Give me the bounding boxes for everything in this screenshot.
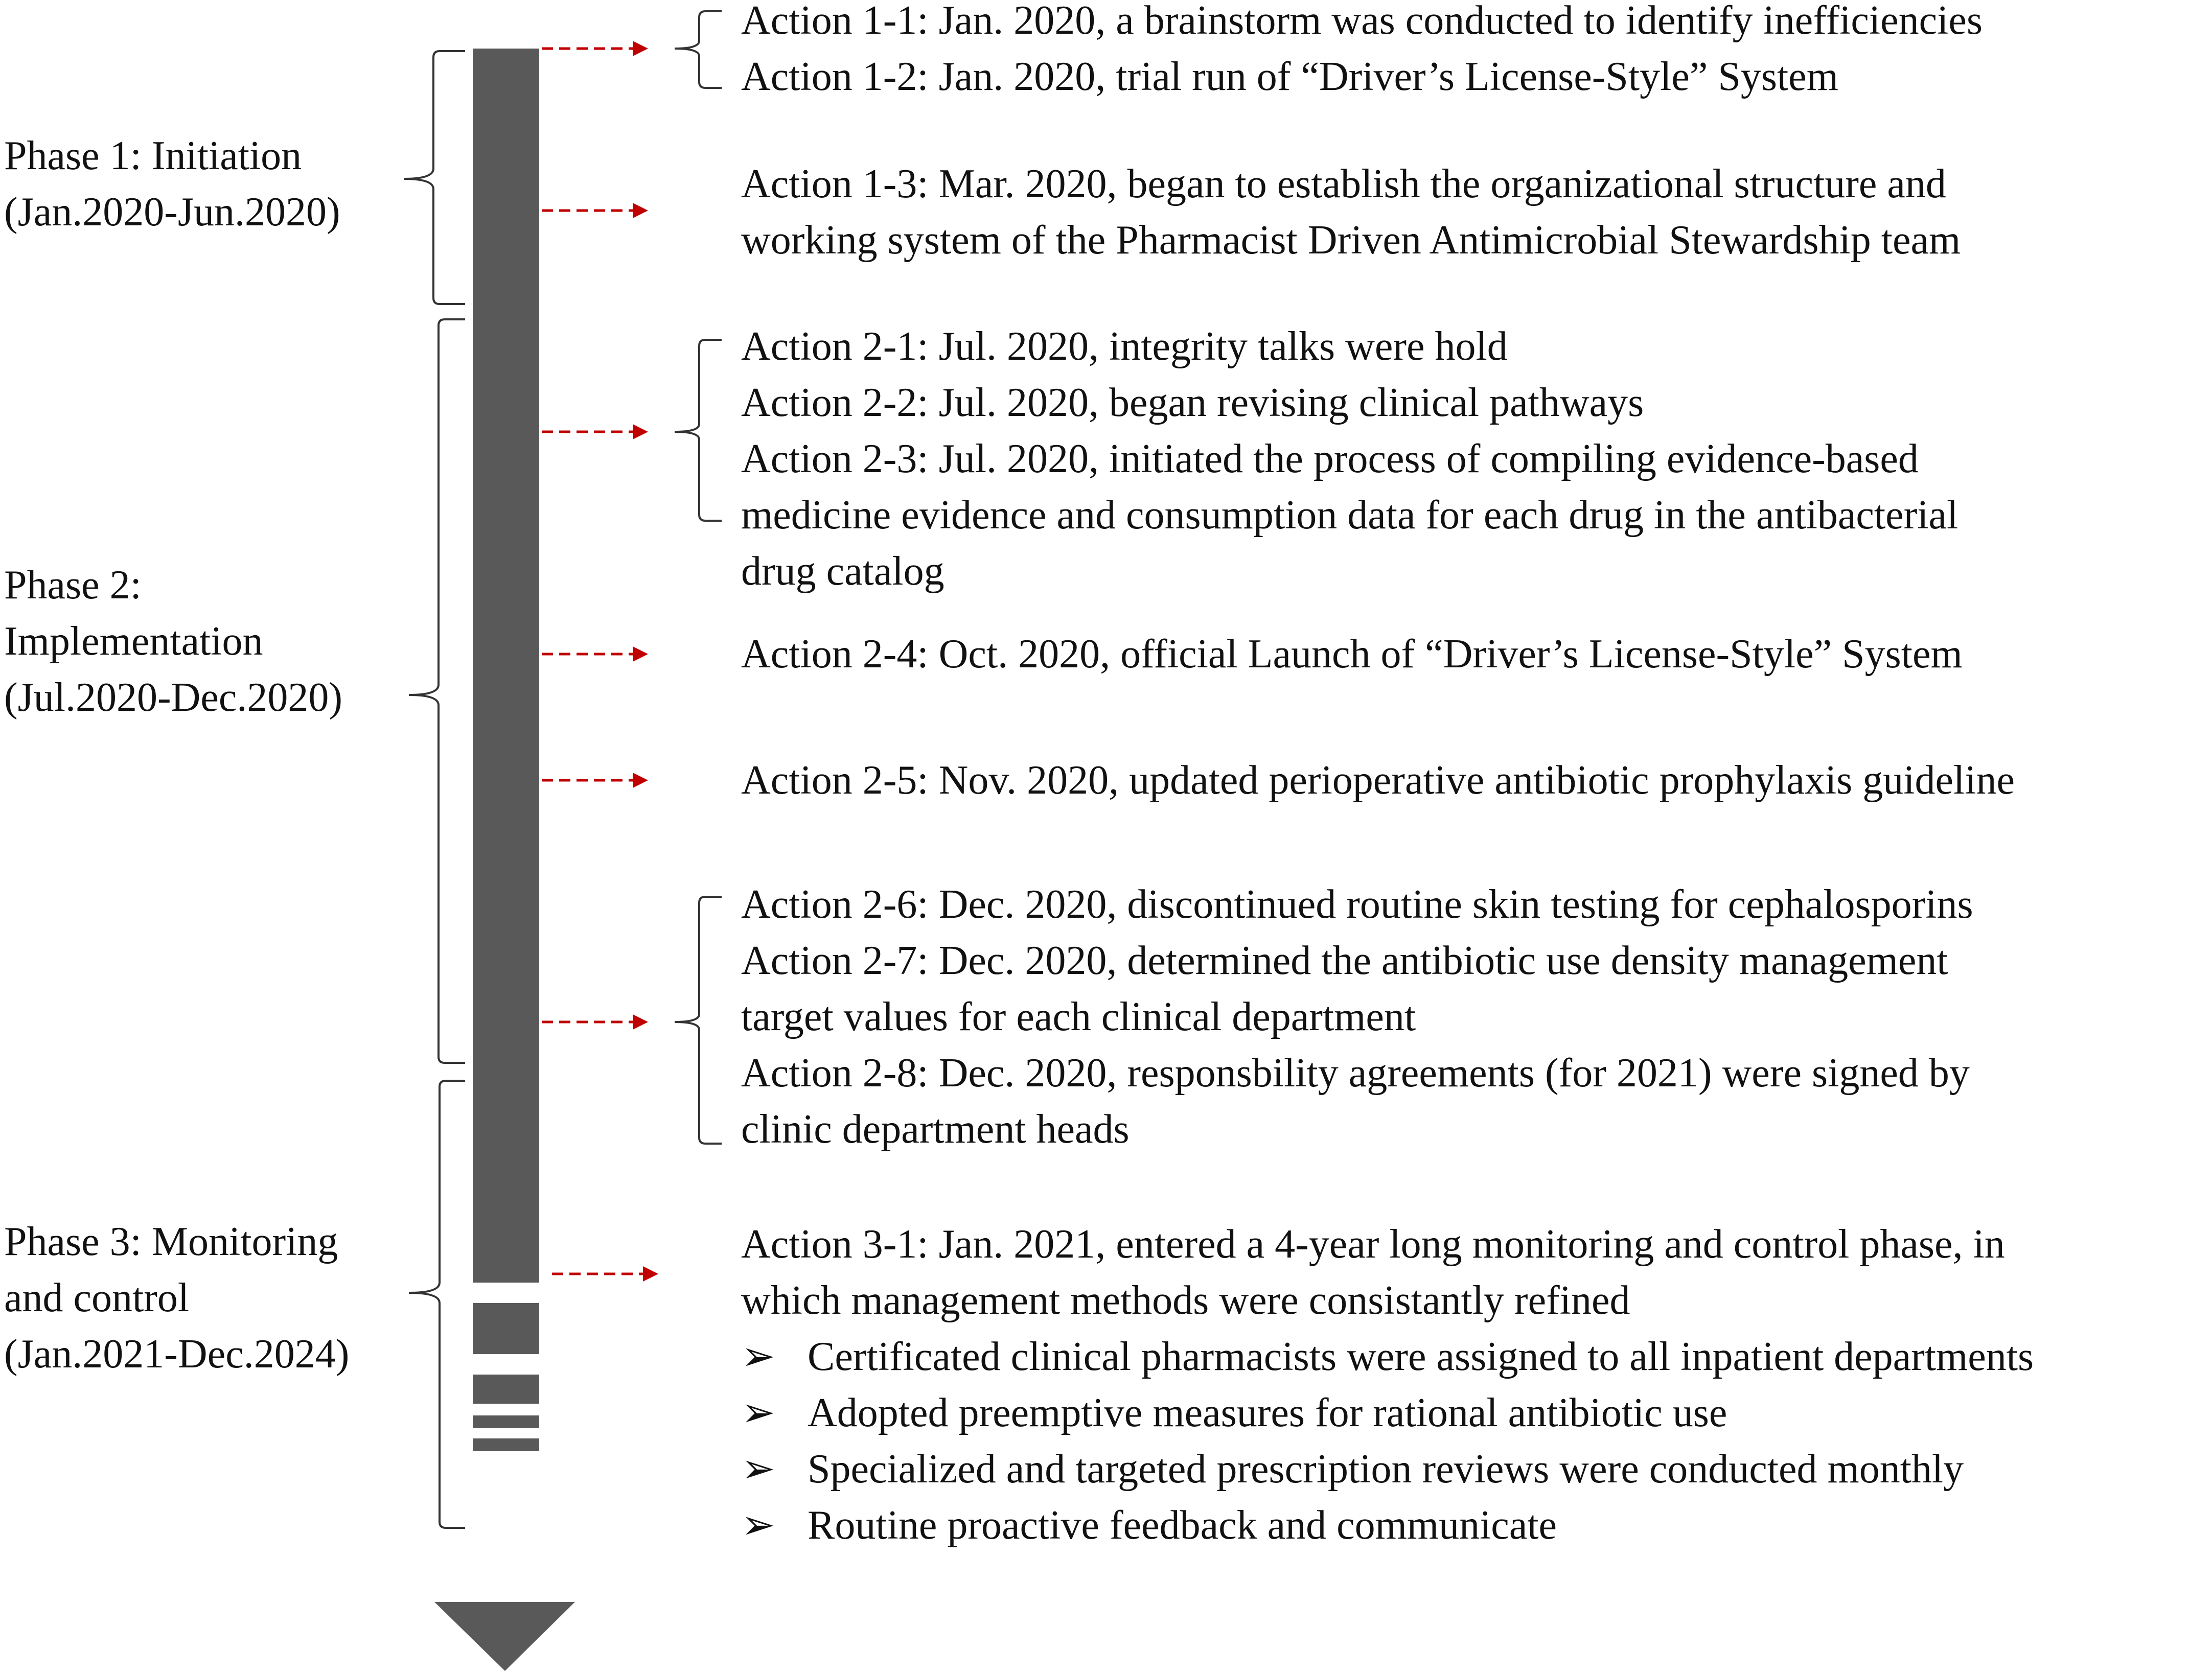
action-2-7: Action 2-7: Dec. 2020, determined the antibiotic use density management xyxy=(741,938,1948,983)
timeline-bar-segment xyxy=(473,1303,539,1354)
timeline-bar-segment xyxy=(473,1375,539,1404)
arrow-bullet-icon: ➢ xyxy=(741,1447,776,1492)
action-1-2: Action 1-2: Jan. 2020, trial run of “Driver’s License-Style” System xyxy=(741,54,1838,99)
connector-arrowhead xyxy=(633,1014,648,1030)
phase-3-label: Phase 3: Monitoring xyxy=(4,1219,338,1264)
action-2-5: Action 2-5: Nov. 2020, updated perioperative antibiotic prophylaxis guideline xyxy=(741,758,2015,803)
action-2-3: Action 2-3: Jul. 2020, initiated the process of compiling evidence-based xyxy=(741,436,1919,481)
bullet-item xyxy=(741,1497,1557,1553)
connector-arrowhead xyxy=(633,424,648,439)
phase-2-dates: (Jul.2020-Dec.2020) xyxy=(4,675,343,720)
action-1-1: Action 1-1: Jan. 2020, a brainstorm was conducted to identify inefficiencies xyxy=(741,0,1983,43)
action-2-3-cont: medicine evidence and consumption data for each drug in the antibacterial xyxy=(741,493,1958,538)
phase-1-dates: (Jan.2020-Jun.2020) xyxy=(4,190,340,235)
bullet-text: Routine proactive feedback and communicate xyxy=(808,1503,1557,1548)
connector-arrowhead xyxy=(643,1266,658,1282)
action-2-6: Action 2-6: Dec. 2020, discontinued routine skin testing for cephalosporins xyxy=(741,882,1973,927)
actions-2a-bracket xyxy=(675,340,722,521)
phase-3-bracket xyxy=(409,1081,465,1528)
action-2-7-cont: target values for each clinical department xyxy=(741,994,1416,1039)
bullet-item xyxy=(741,1329,2034,1385)
timeline-arrowhead xyxy=(434,1602,575,1671)
phase-3-name: and control xyxy=(4,1275,190,1320)
timeline-bar-segment xyxy=(473,1438,539,1451)
connector-arrowhead xyxy=(633,773,648,788)
arrow-bullet-icon: ➢ xyxy=(741,1390,776,1435)
action-1-3-cont: working system of the Pharmacist Driven Antimicrobial Stewardship team xyxy=(741,218,1961,263)
action-2-8: Action 2-8: Dec. 2020, responsbility agreements (for 2021) were signed by xyxy=(741,1051,1970,1096)
timeline-bar xyxy=(473,49,539,1283)
action-2-3-cont2: drug catalog xyxy=(741,549,944,594)
phase-2-bracket xyxy=(409,319,465,1063)
actions-1-bracket xyxy=(675,11,722,88)
action-2-8-cont: clinic department heads xyxy=(741,1107,1130,1152)
phase-3-dates: (Jan.2021-Dec.2024) xyxy=(4,1332,350,1377)
action-2-1: Action 2-1: Jul. 2020, integrity talks were hold xyxy=(741,324,1508,369)
arrow-bullet-icon: ➢ xyxy=(741,1503,776,1548)
phase-1-label: Phase 1: Initiation xyxy=(4,133,302,178)
timeline-bar-segment xyxy=(473,1415,539,1428)
actions-2b-bracket xyxy=(675,897,722,1144)
bullet-item xyxy=(741,1441,1964,1497)
action-3-1: Action 3-1: Jan. 2021, entered a 4-year long monitoring and control phase, in xyxy=(741,1222,2005,1267)
arrow-bullet-icon: ➢ xyxy=(741,1334,776,1379)
bullet-text: Specialized and targeted prescription reviews were conducted monthly xyxy=(808,1447,1964,1492)
action-2-4: Action 2-4: Oct. 2020, official Launch of “Driver’s License-Style” System xyxy=(741,632,1963,677)
connector-arrowhead xyxy=(633,203,648,218)
action-2-2: Action 2-2: Jul. 2020, began revising clinical pathways xyxy=(741,380,1644,425)
bullet-text: Adopted preemptive measures for rational antibiotic use xyxy=(808,1390,1727,1435)
bullet-item xyxy=(741,1385,1727,1441)
phase-2-name: Implementation xyxy=(4,619,263,664)
action-3-1-cont: which management methods were consistantly refined xyxy=(741,1278,1630,1323)
connector-arrowhead xyxy=(633,646,648,662)
phase-2-label: Phase 2: xyxy=(4,563,142,608)
connector-arrowhead xyxy=(633,41,648,56)
bullet-text: Certificated clinical pharmacists were assigned to all inpatient departments xyxy=(808,1334,2034,1379)
action-1-3: Action 1-3: Mar. 2020, began to establish the organizational structure and xyxy=(741,161,1946,206)
phase-1-bracket xyxy=(404,51,465,304)
